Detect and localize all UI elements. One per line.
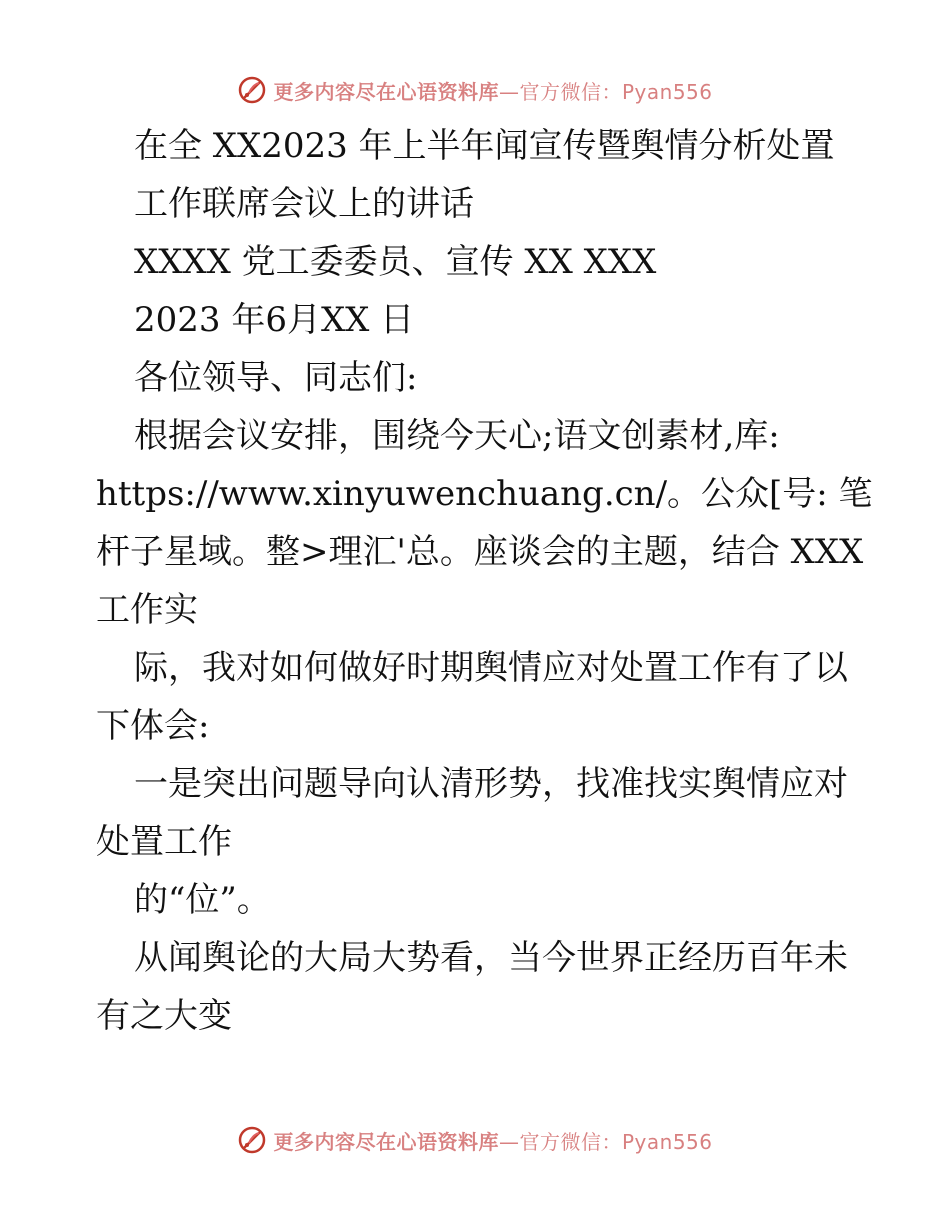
date-line: 2023 年6月XX 日 — [134, 300, 415, 340]
paragraph-line: 工作实 — [96, 590, 198, 630]
feather-circle-logo-icon — [237, 1125, 267, 1155]
footer-watermark-banner — [0, 1120, 950, 1160]
watermark-text: 更多内容尽在心语资料库—官方微信：Pyan556 — [273, 79, 713, 104]
paragraph-line: 的“位”。 — [134, 880, 271, 920]
paragraph-line: 一是突出问题导向认清形势，找准找实舆情应对 — [134, 764, 848, 804]
speaker-line: XXXX 党工委委员、宣传 XX XXX — [134, 242, 657, 282]
title-line-1: 在全 XX2023 年上半年闻宣传暨舆情分析处置 — [134, 126, 835, 166]
paragraph-line: 际，我对如何做好时期舆情应对处置工作有了以 — [134, 648, 848, 688]
document-body — [96, 117, 873, 1045]
paragraph-line: 处置工作 — [96, 822, 232, 862]
watermark-text: 更多内容尽在心语资料库—官方微信：Pyan556 — [273, 1129, 713, 1154]
paragraph-line: 从闻舆论的大局大势看，当今世界正经历百年未 — [134, 938, 848, 978]
paragraph-line: 有之大变 — [96, 996, 232, 1036]
paragraph-line: 下体会: — [96, 706, 210, 746]
paragraph-line: 杆子星域。整>理汇'总。座谈会的主题，结合 XXX — [96, 532, 864, 572]
header-watermark-banner — [0, 70, 950, 110]
paragraph-line: https://www.xinyuwenchuang.cn/。公众[号: 笔 — [96, 474, 873, 514]
salutation-line: 各位领导、同志们: — [134, 358, 418, 398]
title-line-2: 工作联席会议上的讲话 — [134, 184, 474, 224]
feather-circle-logo-icon — [237, 75, 267, 105]
paragraph-line: 根据会议安排，围绕今天心;语文创素材,库: — [134, 416, 780, 456]
